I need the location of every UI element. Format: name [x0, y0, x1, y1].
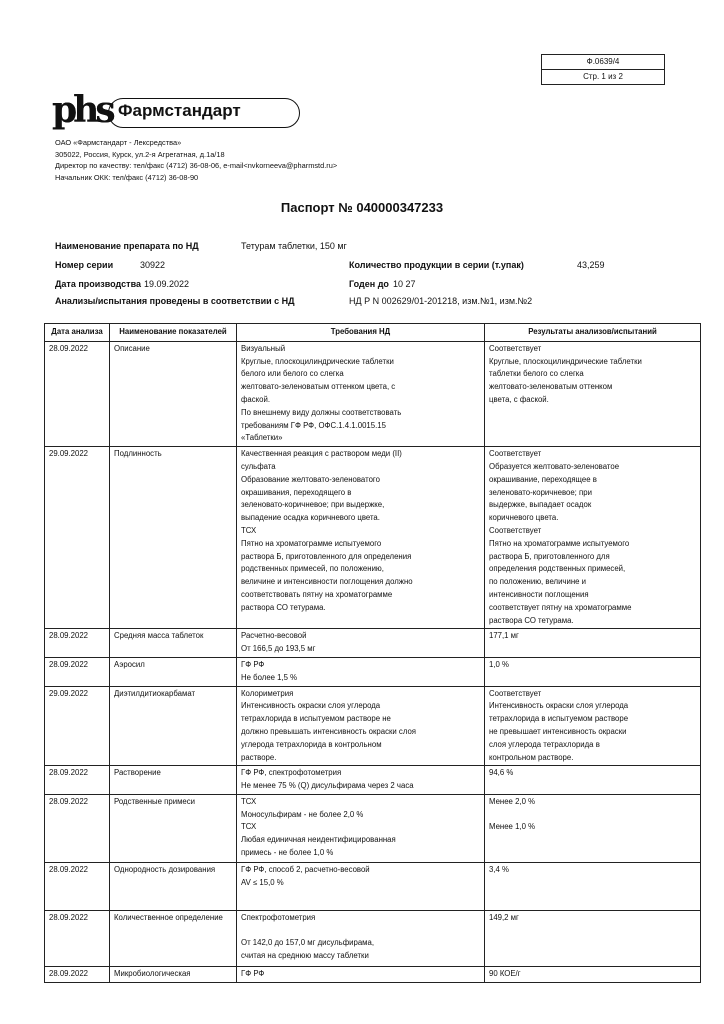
result-line: желтовато-зеленоватым оттенком: [489, 382, 613, 392]
drug-label: Наименование препарата по НД: [55, 241, 199, 251]
cell-date: 28.09.2022: [45, 657, 110, 686]
cell-requirements: [237, 657, 485, 686]
production-date-value: 19.09.2022: [144, 279, 190, 289]
requirement-line: соответствовать пятну на хроматограмме: [241, 589, 393, 599]
expiry-value: 10 27: [393, 279, 416, 289]
table-row: [45, 966, 701, 982]
result-line: 149,2 мг: [489, 912, 519, 922]
cell-results: [485, 862, 701, 910]
cell-requirements: [237, 910, 485, 966]
requirement-line: родственных примесей, по положению,: [241, 564, 384, 574]
requirement-line: считая на среднюю массу таблетки: [241, 951, 369, 961]
cell-requirements: [237, 447, 485, 629]
result-line: Соответствует: [489, 449, 542, 459]
cell-requirements: [237, 629, 485, 658]
requirement-line: «Таблетки»: [241, 433, 283, 443]
result-line: 1,0 %: [489, 659, 509, 669]
result-line: Соответствует: [489, 525, 542, 535]
result-line: по положению, величине и: [489, 577, 587, 587]
form-code: Ф.0639/4: [586, 57, 620, 66]
cell-date: 28.09.2022: [45, 341, 110, 446]
requirement-line: раствора Б, приготовленного для определения: [241, 551, 412, 561]
document-title: Паспорт № 040000347233: [280, 200, 444, 215]
cell-requirements: [237, 966, 485, 982]
requirement-line: ТСХ: [241, 822, 257, 832]
requirement-line: тетрахлорида в испытуемом растворе не: [241, 714, 391, 724]
result-line: Образуется желтовато-зеленоватое: [489, 461, 620, 471]
cell-indicator: Средняя масса таблеток: [110, 629, 237, 658]
requirement-line: белого или белого со слегка: [241, 369, 344, 379]
requirement-line: ТСХ: [241, 796, 257, 806]
result-line: 94,6 %: [489, 768, 514, 778]
cell-date: 28.09.2022: [45, 794, 110, 862]
table-body: [45, 341, 701, 982]
header-results: Результаты анализов/испытаний: [485, 324, 701, 342]
requirement-line: ГФ РФ: [241, 968, 265, 978]
result-line: выдержке, выпадает осадок: [489, 500, 592, 510]
analysis-standard-label: Анализы/испытания проведены в соответствии с НД: [55, 296, 295, 306]
production-date-label: Дата производства: [55, 279, 141, 289]
requirement-line: фаской.: [241, 394, 271, 404]
cell-date: 28.09.2022: [45, 910, 110, 966]
result-line: 90 КОЕ/г: [489, 968, 521, 978]
quantity-value: 43,259: [577, 260, 605, 270]
cell-results: [485, 766, 701, 795]
result-line: 177,1 мг: [489, 631, 519, 641]
logo-name: Фармстандарт: [118, 101, 241, 120]
header-date: Дата анализа: [45, 324, 110, 342]
requirement-line: углерода тетрахлорида в контрольном: [241, 739, 382, 749]
table-row: [45, 341, 701, 446]
cell-indicator: Подлинность: [110, 447, 237, 629]
result-line: зеленовато-коричневое; при: [489, 487, 592, 497]
series-label: Номер серии: [55, 260, 114, 270]
table-row: [45, 686, 701, 766]
cell-date: 28.09.2022: [45, 862, 110, 910]
result-line: цвета, с фаской.: [489, 394, 549, 404]
analysis-standard-value: НД Р N 002629/01-201218, изм.№1, изм.№2: [349, 296, 533, 306]
cell-requirements: [237, 766, 485, 795]
quantity-label: Количество продукции в серии (т.упак): [349, 260, 524, 270]
cell-date: 29.09.2022: [45, 447, 110, 629]
requirement-line: Спектрофотометрия: [241, 912, 316, 922]
requirement-line: примесь - не более 1,0 %: [241, 848, 334, 858]
cell-indicator: Растворение: [110, 766, 237, 795]
requirement-line: величине и интенсивности поглощения должно: [241, 577, 413, 587]
cell-date: 29.09.2022: [45, 686, 110, 766]
cell-results: [485, 966, 701, 982]
company-line: 305022, Россия, Курск, ул.2-я Агрегатная, д.1а/18: [55, 149, 225, 159]
cell-indicator: Диэтилдитиокарбамат: [110, 686, 237, 766]
series-value: 30922: [140, 260, 166, 270]
result-line: Пятно на хроматограмме испытуемого: [489, 538, 630, 548]
cell-date: 28.09.2022: [45, 629, 110, 658]
result-line: Соответствует: [489, 343, 542, 353]
result-line: коричневого цвета.: [489, 513, 559, 523]
cell-requirements: [237, 794, 485, 862]
drug-value: Тетурам таблетки, 150 мг: [241, 241, 347, 251]
company-line: Начальник ОКК: тел/факс (4712) 36-08-90: [55, 172, 199, 182]
result-line: определения родственных примесей,: [489, 564, 626, 574]
requirement-line: требованиям ГФ РФ, ОФС.1.4.1.0015.15: [241, 420, 386, 430]
result-line: Интенсивность окраски слоя углерода: [489, 701, 629, 711]
table-row: [45, 657, 701, 686]
cell-requirements: [237, 686, 485, 766]
requirement-line: ГФ РФ: [241, 659, 265, 669]
result-line: слоя углерода тетрахлорида в: [489, 739, 600, 749]
logo-mark: phs: [52, 89, 112, 131]
requirement-line: выпадение осадка коричневого цвета.: [241, 513, 380, 523]
table-row: [45, 862, 701, 910]
requirement-line: Не менее 75 % (Q) дисульфирама через 2 часа: [241, 781, 414, 791]
form-code-box: [541, 54, 665, 85]
cell-indicator: Аэросил: [110, 657, 237, 686]
requirement-line: Визуальный: [241, 343, 286, 353]
table-row: [45, 766, 701, 795]
cell-results: [485, 794, 701, 862]
requirement-line: раствора СО тетурама.: [241, 602, 326, 612]
requirement-line: AV ≤ 15,0 %: [241, 877, 284, 887]
cell-results: [485, 657, 701, 686]
cell-results: [485, 447, 701, 629]
header-indicator: Наименование показателей: [110, 324, 237, 342]
requirement-line: Образование желтовато-зеленоватого: [241, 474, 380, 484]
analysis-table: [44, 323, 701, 983]
company-logo: [52, 89, 252, 132]
table-row: [45, 910, 701, 966]
result-line: раствора СО тетурама.: [489, 615, 574, 625]
requirement-line: желтовато-зеленоватым оттенком цвета, с: [241, 382, 396, 392]
result-line: таблетки белого со слегка: [489, 369, 584, 379]
requirement-line: От 166,5 до 193,5 мг: [241, 644, 316, 654]
requirement-line: Пятно на хроматограмме испытуемого: [241, 538, 382, 548]
cell-requirements: [237, 341, 485, 446]
requirement-line: Моносульфирам - не более 2,0 %: [241, 809, 364, 819]
table-row: [45, 629, 701, 658]
result-line: [489, 809, 696, 822]
cell-results: [485, 629, 701, 658]
requirement-line: зеленовато-коричневое; при выдержке,: [241, 500, 385, 510]
cell-indicator: Микробиологическая: [110, 966, 237, 982]
company-line: Директор по качеству: тел/факс (4712) 36-08-06, e-mail<nvkorneeva@pharmstd.ru>: [55, 161, 338, 171]
company-line: ОАО «Фармстандарт - Лексредства»: [55, 138, 182, 147]
cell-results: [485, 910, 701, 966]
requirement-line: Колориметрия: [241, 688, 294, 698]
requirement-line: ГФ РФ, способ 2, расчетно-весовой: [241, 864, 370, 874]
requirement-line: Расчетно-весовой: [241, 631, 307, 641]
result-line: Менее 1,0 %: [489, 822, 536, 832]
requirement-line: Не более 1,5 %: [241, 672, 298, 682]
cell-requirements: [237, 862, 485, 910]
result-line: окрашивание, переходящее в: [489, 474, 597, 484]
page-number: Стр. 1 из 2: [542, 69, 664, 84]
result-line: контрольном растворе.: [489, 752, 574, 762]
requirement-line: Качественная реакция с раствором меди (II): [241, 449, 402, 459]
requirement-line: окрашивания, переходящего в: [241, 487, 352, 497]
requirement-line: Круглые, плоскоцилиндрические таблетки: [241, 356, 394, 366]
requirement-line: По внешнему виду должны соответствовать: [241, 407, 402, 417]
result-line: Соответствует: [489, 688, 542, 698]
table-row: [45, 447, 701, 629]
cell-results: [485, 686, 701, 766]
result-line: Менее 2,0 %: [489, 796, 536, 806]
cell-indicator: Описание: [110, 341, 237, 446]
result-line: Круглые, плоскоцилиндрические таблетки: [489, 356, 642, 366]
company-info: [55, 137, 337, 183]
requirement-line: Интенсивность окраски слоя углерода: [241, 701, 381, 711]
result-line: не превышает интенсивность окраски: [489, 726, 627, 736]
requirement-line: [241, 925, 480, 938]
result-line: раствора Б, приготовленного для: [489, 551, 610, 561]
requirement-line: ТСХ: [241, 525, 257, 535]
result-line: интенсивности поглощения: [489, 589, 589, 599]
table-row: [45, 794, 701, 862]
result-line: соответствует пятну на хроматограмме: [489, 602, 632, 612]
cell-indicator: Родственные примеси: [110, 794, 237, 862]
header-requirements: Требования НД: [237, 324, 485, 342]
cell-results: [485, 341, 701, 446]
cell-date: 28.09.2022: [45, 966, 110, 982]
requirement-line: должно превышать интенсивность окраски слоя: [241, 726, 417, 736]
requirement-line: растворе.: [241, 752, 277, 762]
cell-indicator: Однородность дозирования: [110, 862, 237, 910]
requirement-line: ГФ РФ, спектрофотометрия: [241, 768, 342, 778]
expiry-label: Годен до: [349, 279, 389, 289]
requirement-line: сульфата: [241, 461, 276, 471]
cell-date: 28.09.2022: [45, 766, 110, 795]
table-header-row: [45, 324, 701, 342]
result-line: 3,4 %: [489, 864, 509, 874]
requirement-line: От 142,0 до 157,0 мг дисульфирама,: [241, 938, 375, 948]
requirement-line: Любая единичная неидентифицированная: [241, 835, 396, 845]
cell-indicator: Количественное определение: [110, 910, 237, 966]
result-line: тетрахлорида в испытуемом растворе: [489, 714, 629, 724]
